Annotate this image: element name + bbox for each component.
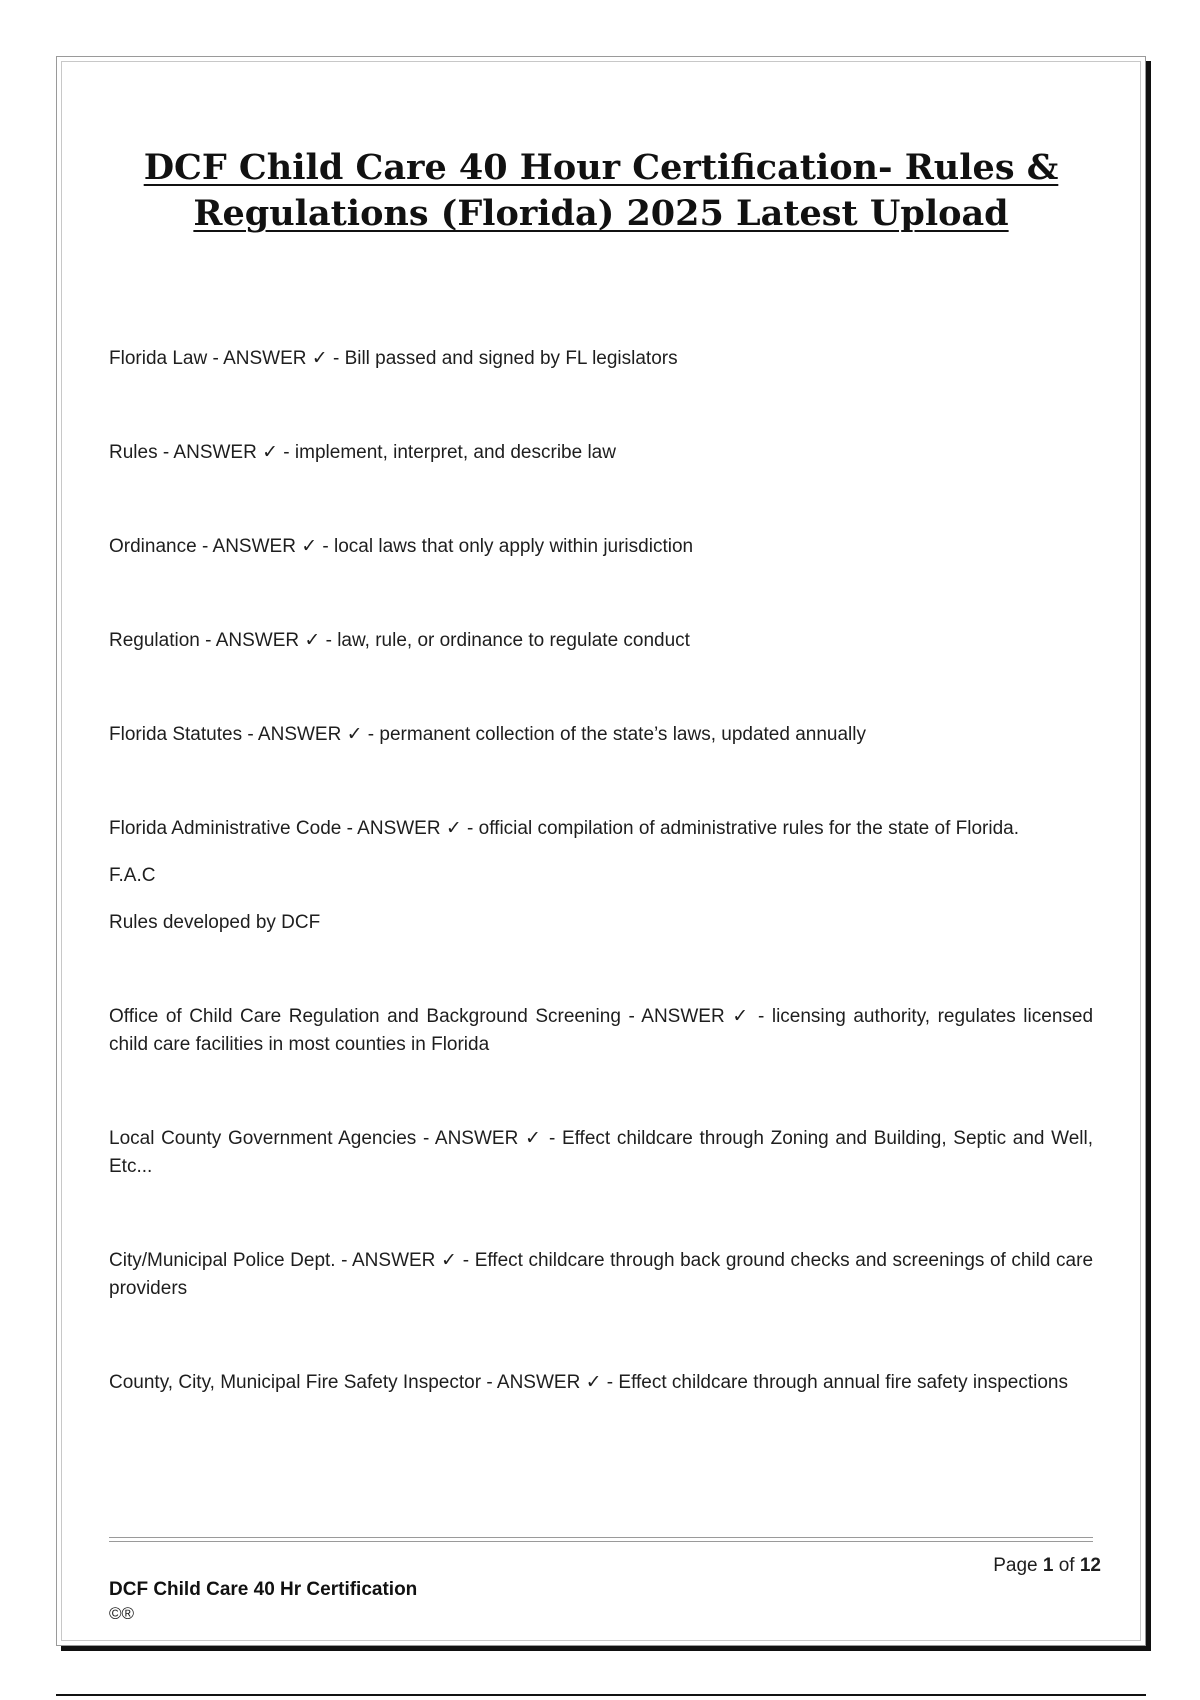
footer-divider	[109, 1537, 1093, 1538]
answer-label: ANSWER	[223, 348, 307, 369]
answer-label: ANSWER	[352, 1250, 436, 1271]
check-mark-icon: ✓	[311, 348, 328, 369]
qa-definition: official compilation of administrative rules for the state of Florida.	[478, 818, 1020, 839]
qa-term: Rules	[109, 442, 158, 463]
answer-label: ANSWER	[434, 1128, 519, 1149]
qa-term: County, City, Municipal Fire Safety Inspector	[109, 1372, 482, 1393]
footer-title: DCF Child Care 40 Hr Certification	[109, 1579, 418, 1600]
qa-definition: Effect childcare through Zoning and Building, Septic and Well, Etc...	[109, 1128, 1094, 1177]
qa-definition: Bill passed and signed by FL legislators	[344, 348, 678, 369]
qa-item: Ordinance - ANSWER ✓ - local laws that only apply within jurisdiction	[109, 536, 694, 557]
check-mark-icon: ✓	[732, 1006, 751, 1027]
qa-item: Florida Statutes - ANSWER ✓ - permanent collection of the state’s laws, updated annually	[109, 724, 866, 745]
qa-item: Regulation - ANSWER ✓ - law, rule, or ordinance to regulate conduct	[109, 630, 690, 651]
answer-label: ANSWER	[212, 536, 296, 557]
answer-label: ANSWER	[215, 630, 300, 651]
qa-item: Florida Law - ANSWER ✓ - Bill passed and signed by FL legislators	[109, 348, 678, 369]
qa-definition: local laws that only apply within jurisdiction	[334, 536, 694, 557]
check-mark-icon: ✓	[304, 630, 321, 651]
check-mark-icon: ✓	[346, 724, 363, 745]
answer-label: ANSWER	[357, 818, 441, 839]
qa-term: Florida Statutes	[109, 724, 243, 745]
qa-item: County, City, Municipal Fire Safety Inspector - ANSWER ✓ - Effect childcare through annual fire safety inspections	[109, 1372, 1068, 1393]
qa-extra-line: F.A.C	[109, 865, 156, 886]
next-page-edge	[56, 1694, 1146, 1696]
qa-item: Office of Child Care Regulation and Background Screening - ANSWER ✓ - licensing authority, regulates licensed child care facilities in most counties in Florida	[109, 1006, 1094, 1055]
qa-term: Regulation	[109, 630, 200, 651]
page-total: 12	[1079, 1555, 1101, 1576]
check-mark-icon: ✓	[301, 536, 318, 557]
check-mark-icon: ✓	[524, 1128, 543, 1149]
qa-definition: licensing authority, regulates licensed child care facilities in most counties in Florida	[109, 1006, 1094, 1055]
qa-term: Office of Child Care Regulation and Background Screening	[109, 1006, 621, 1027]
answer-label: ANSWER	[257, 724, 342, 745]
check-mark-icon: ✓	[262, 442, 279, 463]
qa-term: Florida Law	[109, 348, 208, 369]
check-mark-icon: ✓	[445, 818, 462, 839]
page-current: 1	[1042, 1555, 1054, 1576]
qa-item: Rules - ANSWER ✓ - implement, interpret, and describe law	[109, 442, 616, 463]
qa-definition: implement, interpret, and describe law	[294, 442, 616, 463]
check-mark-icon: ✓	[585, 1372, 602, 1393]
check-mark-icon: ✓	[440, 1250, 458, 1271]
page-number	[993, 1553, 1101, 1579]
answer-label: ANSWER	[496, 1372, 581, 1393]
qa-definition: law, rule, or ordinance to regulate conduct	[337, 630, 690, 651]
qa-definition: Effect childcare through annual fire safety inspections	[618, 1372, 1068, 1393]
qa-item: Local County Government Agencies - ANSWER ✓ - Effect childcare through Zoning and Building, Septic and Well, Etc...	[109, 1128, 1094, 1177]
footer-copyright: ©®	[109, 1604, 135, 1623]
qa-list	[109, 345, 1093, 1397]
qa-item: City/Municipal Police Dept. - ANSWER ✓ - Effect childcare through back ground checks and screenings of child care providers	[109, 1250, 1094, 1299]
qa-definition: permanent collection of the state’s laws, updated annually	[379, 724, 866, 745]
qa-term: Florida Administrative Code	[109, 818, 342, 839]
qa-definition: Effect childcare through back ground checks and screenings of child care providers	[109, 1250, 1094, 1299]
qa-term: City/Municipal Police Dept.	[109, 1250, 336, 1271]
answer-label: ANSWER	[173, 442, 257, 463]
qa-item: Florida Administrative Code - ANSWER ✓ - official compilation of administrative rules for the state of Florida.	[109, 818, 1020, 839]
page-label: Page	[993, 1555, 1038, 1576]
qa-term: Local County Government Agencies	[109, 1128, 417, 1149]
document-page	[56, 56, 1146, 1646]
document-title: DCF Child Care 40 Hour Certification- Rules & Regulations (Florida) 2025 Latest Upload	[143, 147, 1059, 234]
answer-label: ANSWER	[641, 1006, 725, 1027]
page-of-label: of	[1058, 1555, 1075, 1576]
qa-term: Ordinance	[109, 536, 197, 557]
qa-extra-line: Rules developed by DCF	[109, 912, 321, 933]
footer-divider	[109, 1541, 1093, 1542]
